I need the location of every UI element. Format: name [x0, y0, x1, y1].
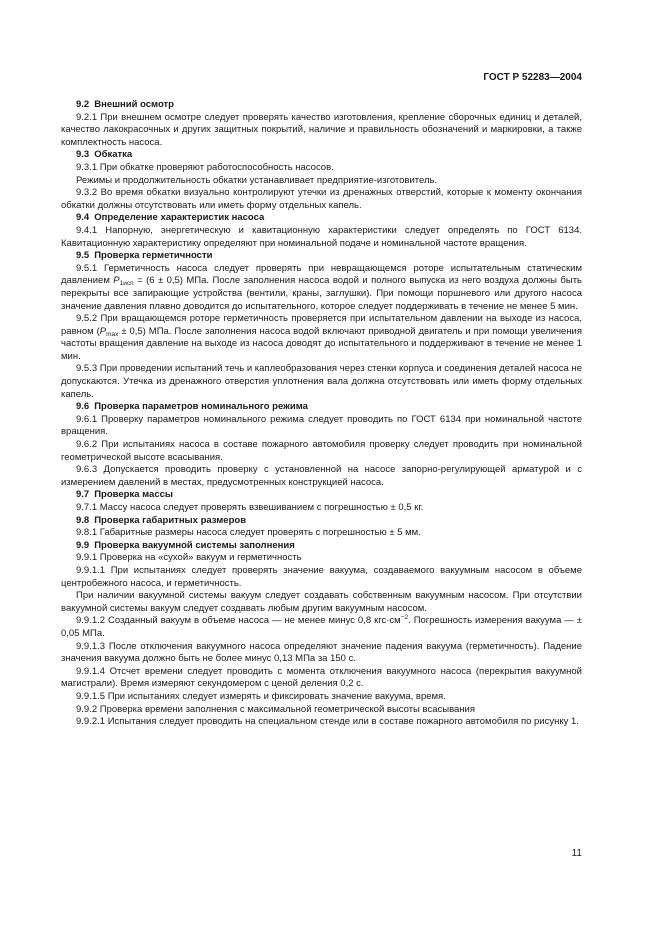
section-title: Проверка герметичности [94, 250, 213, 262]
section-title: Обкатка [94, 149, 133, 161]
paragraph-9-6-2: 9.6.2 При испытаниях насоса в составе пожарного автомобиля проверку следует проводить при номинальной геометрической высоте всасывания. [61, 439, 582, 463]
text-run: 9.9.1.2 Созданный вакуум в объеме насоса — не менее минус 0,8 кгс·см [76, 615, 401, 627]
section-heading-9-2 [61, 99, 582, 112]
page-number: 11 [571, 848, 582, 859]
section-title: Определение характеристик насоса [94, 212, 265, 224]
paragraph-9-9-1-3: 9.9.1.3 После отключения вакуумного насоса определяют значение падения вакуума (герметичность). Падение значения вакуума должно быть не более минус 0,13 МПа за 150 с. [61, 640, 582, 665]
section-heading-9-9 [61, 540, 582, 553]
paragraph-9-9-2-1: 9.9.2.1 Испытания следует проводить на специальном стенде или в составе пожарного автомобиля по рисунку 1. [76, 716, 579, 728]
section-title: Проверка массы [94, 489, 173, 501]
paragraph-9-7-1: 9.7.1 Массу насоса следует проверять взвешиванием с погрешностью ± 0,5 кг. [76, 502, 424, 513]
section-number: 9.4 [76, 212, 90, 224]
unit-superscript: −2 [400, 614, 409, 622]
paragraph-9-3-1: 9.3.1 При обкатке проверяют работоспособность насосов. [76, 161, 334, 173]
text-run: 9.5.1 Герметичность насоса следует проверять при невращающемся роторе испытательным статическим давлением [61, 262, 582, 287]
section-number: 9.2 [76, 99, 90, 110]
text-run: 9.5.2 При вращающемся роторе герметичность проверяется при испытательном давлении на выходе из насоса, равном ( [61, 313, 582, 337]
section-heading-9-7 [61, 489, 582, 502]
text-run: . Погрешность измерения вакуума — ± 0,05 МПа. [61, 615, 582, 639]
section-heading-9-5 [61, 250, 582, 263]
paragraph-9-2-1: 9.2.1 При внешнем осмотре следует проверять качество изготовления, крепление сборочных единиц и деталей, качество лакокрасочных и других защитных покрытий, наличие и правильность обозначений и маркировки, а также комплектность насоса. [61, 111, 582, 148]
section-title: Внешний осмотр [94, 99, 174, 110]
paragraph-9-3-1-modes: Режимы и продолжительность обкатки устанавливает предприятие-изготовитель. [76, 174, 438, 186]
pressure-subscript: 1исп [119, 280, 134, 288]
paragraph-9-3-2: 9.3.2 Во время обкатки визуально контролируют утечки из дренажных отверстий, которые к моменту окончания обкатки должны отсутствовать или иметь форму отдельных капель. [61, 187, 582, 211]
section-number: 9.5 [76, 250, 90, 262]
paragraph-9-9-1-2 [61, 615, 582, 640]
paragraph-9-9-1-1-system: При наличии вакуумной системы вакуум следует создавать собственным вакуумным насосом. При отсутствии вакуумной системы вакуум следует создавать любым другим вакуумным насосом. [61, 590, 582, 614]
section-heading-9-8 [61, 515, 582, 528]
pressure-symbol: P [99, 325, 107, 337]
paragraph-9-8-1: 9.8.1 Габаритные размеры насоса следует проверять с погрешностью ± 5 мм. [76, 527, 421, 539]
document-body [61, 99, 582, 729]
section-title: Проверка габаритных размеров [94, 514, 247, 526]
pressure-subscript: max [106, 330, 119, 338]
paragraph-9-5-1 [61, 263, 582, 313]
section-heading-9-4 [61, 212, 582, 225]
text-run: = (6 ± 0,5) МПа. После заполнения насоса водой и полного выпуска из него воздуха должны быть перекрыты все запирающие устройства (вентили, краны, заглушки). При помощи поршневого или другого насоса значение давления плавно доводится до испытательного, которое следует поддерживать в течение не менее 5 мин. [61, 275, 583, 312]
section-title: Проверка вакуумной системы заполнения [94, 539, 295, 551]
paragraph-9-5-3: 9.5.3 При проведении испытаний течь и каплеобразования через стенки корпуса и соединения деталей насоса не допускаются. Утечка из дренажного отверстия уплотнения вала должна отсутствовать или иметь форму отдельных капель. [61, 363, 582, 400]
section-number: 9.9 [76, 539, 90, 551]
section-number: 9.6 [76, 401, 90, 413]
section-heading-9-6 [61, 401, 582, 414]
section-number: 9.3 [76, 149, 90, 161]
paragraph-9-9-1-4: 9.9.1.4 Отсчет времени следует проводить с момента отключения вакуумного насоса (перекрытия вакуумной магистрали). Время измеряют секундомером с ценой деления 0,2 с. [61, 665, 582, 690]
paragraph-9-9-1-5: 9.9.1.5 При испытаниях следует измерять и фиксировать значение вакуума, время. [76, 690, 446, 702]
paragraph-9-6-3: 9.6.3 Допускается проводить проверку с установленной на насосе запорно-регулирующей арматурой и с измерением давлений в местах, предусмотренных конструкцией насоса. [61, 464, 582, 488]
section-title: Проверка параметров номинального режима [94, 401, 308, 413]
paragraph-9-6-1: 9.6.1 Проверку параметров номинального режима следует проводить по ГОСТ 6134 при номинальной частоте вращения. [61, 413, 582, 438]
paragraph-9-5-2 [61, 313, 582, 363]
section-number: 9.8 [76, 514, 90, 526]
pressure-symbol: P [113, 275, 120, 287]
paragraph-9-9-2: 9.9.2 Проверка времени заполнения с максимальной геометрической высоты всасывания [76, 703, 475, 715]
paragraph-9-9-1: 9.9.1 Проверка на «сухой» вакуум и герметичность [76, 552, 302, 564]
text-run: ± 0,5) МПа. После заполнения насоса водой включают приводной двигатель и при помощи увеличения частоты вращения давление на выходе из насоса доводят до испытательного и поддерживают в течение не менее 1 мин. [61, 325, 583, 362]
paragraph-9-9-1-1: 9.9.1.1 При испытаниях следует проверять значение вакуума, создаваемого вакуумным насосом в объеме центробежного насоса, и герметичность. [61, 564, 582, 589]
paragraph-9-4-1: 9.4.1 Напорную, энергетическую и кавитационную характеристики следует определять по ГОСТ 6134. Кавитационную характеристику определяют при номинальной подаче и номинальной частоте вращения. [61, 224, 582, 249]
document-code: ГОСТ Р 52283—2004 [483, 72, 582, 83]
section-heading-9-3 [61, 149, 582, 162]
section-number: 9.7 [76, 489, 90, 501]
